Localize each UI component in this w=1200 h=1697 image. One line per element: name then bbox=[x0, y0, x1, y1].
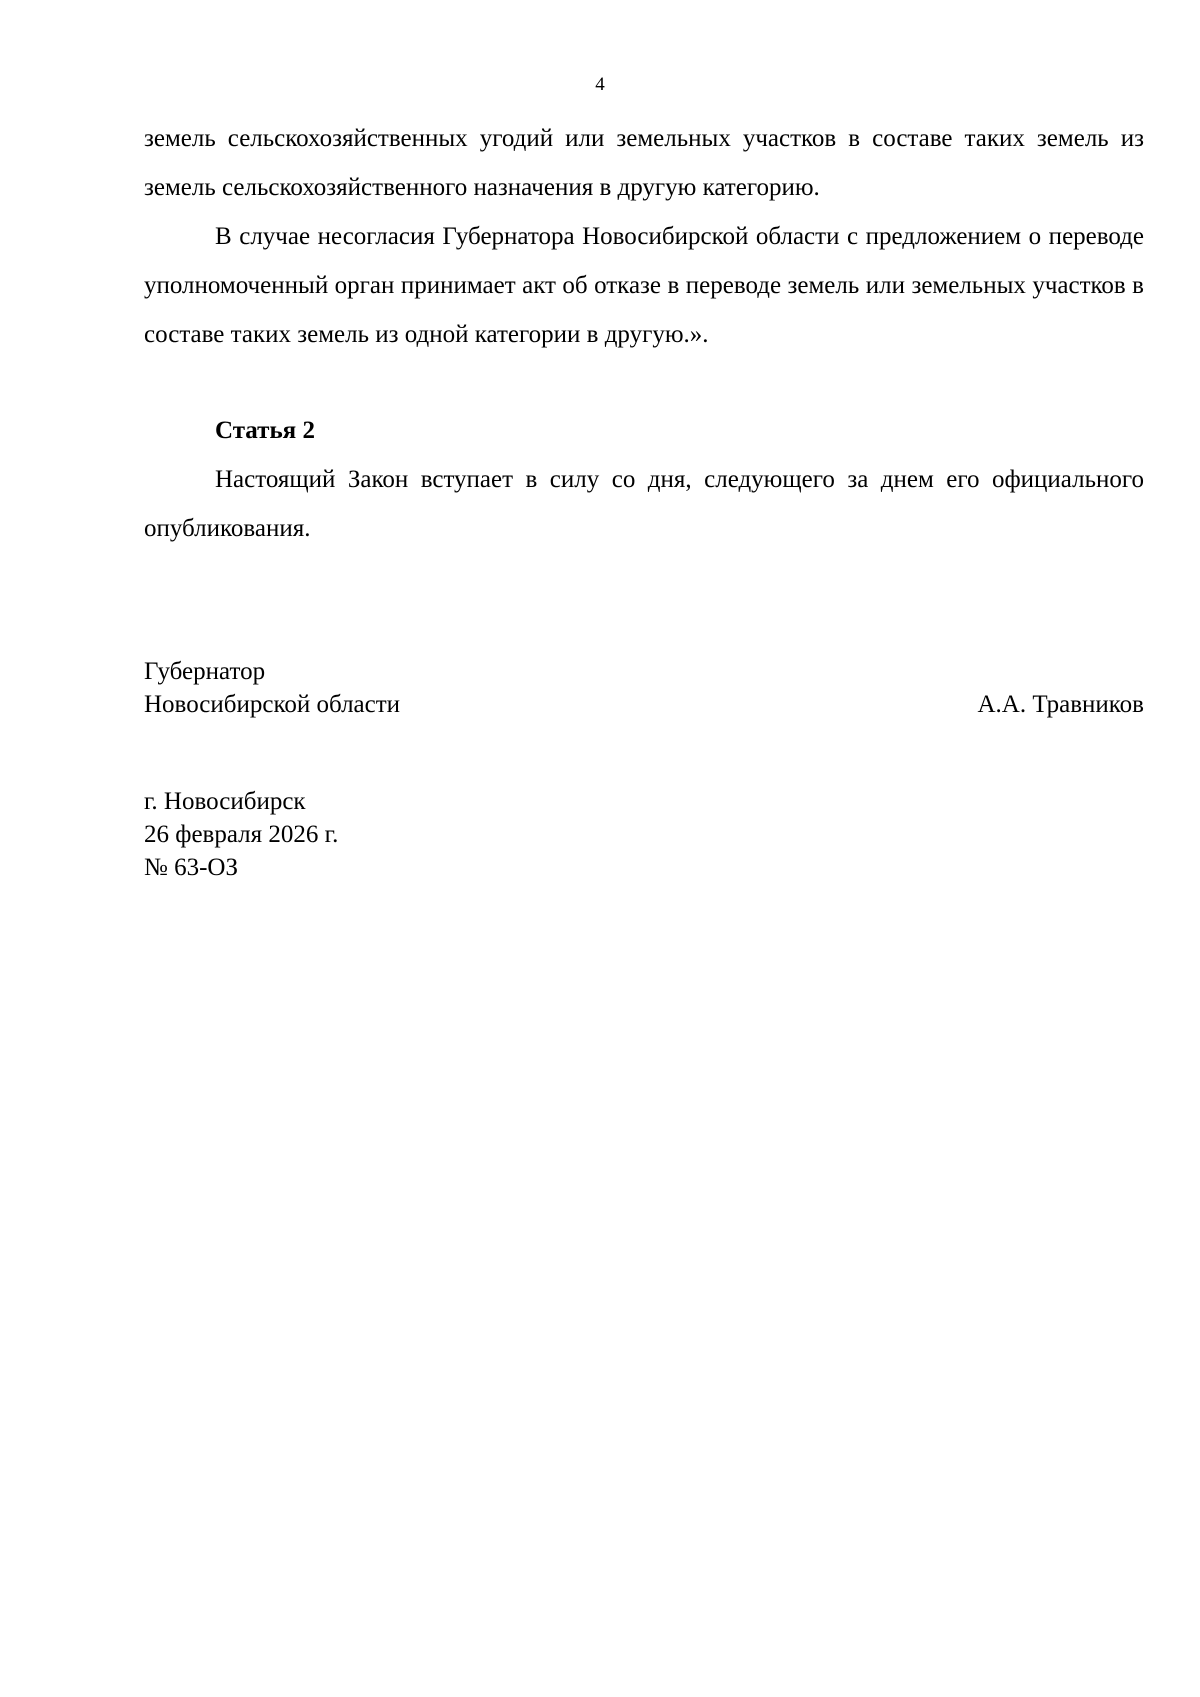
document-details bbox=[144, 785, 338, 884]
document-city: г. Новосибирск bbox=[144, 788, 306, 815]
article-heading: Статья 2 bbox=[215, 417, 315, 444]
document-date: 26 февраля 2026 г. bbox=[144, 821, 339, 848]
signatory-title: Губернатор bbox=[144, 658, 266, 685]
signatory-name: А.А. Травников bbox=[977, 691, 1144, 718]
body-text-article-1-end bbox=[144, 114, 1144, 359]
page-number: 4 bbox=[595, 74, 605, 95]
signatory-region: Новосибирской области bbox=[144, 691, 401, 718]
paragraph-governor-disagreement: В случае несогласия Губернатора Новосибирской области с предложением о переводе уполномоченный орган принимает акт об отказе в переводе земель или земельных участков в составе таких земель из одной категории в другую.». bbox=[144, 223, 1144, 348]
body-text-article-2 bbox=[144, 455, 1144, 553]
paragraph-entry-into-force: Настоящий Закон вступает в силу со дня, следующего за днем его официального опубликования. bbox=[144, 466, 1144, 542]
document-number: № 63-ОЗ bbox=[144, 854, 239, 881]
paragraph-continuation: земель сельскохозяйственных угодий или земельных участков в составе таких земель из земель сельскохозяйственного назначения в другую категорию. bbox=[144, 125, 1144, 201]
signatory-position bbox=[144, 655, 400, 721]
